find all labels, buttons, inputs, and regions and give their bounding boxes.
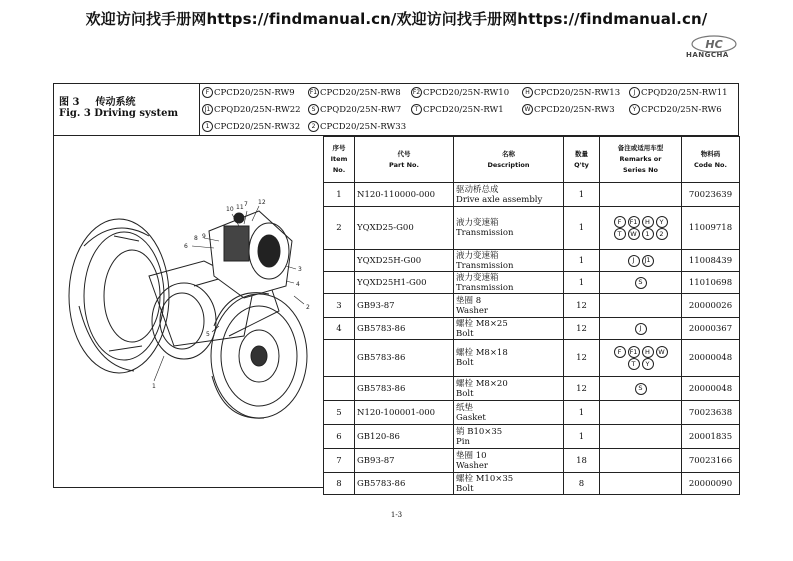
callout-7: 7 (244, 201, 248, 208)
series-badge: W (628, 228, 640, 240)
qty-cell: 1 (564, 250, 600, 272)
part-no-cell: GB93-87 (355, 294, 454, 318)
code-no-cell: 11010698 (682, 272, 740, 294)
series-badge: F1 (628, 346, 640, 358)
series-badge: S (635, 383, 647, 395)
part-no-cell: YQXD25H1-G00 (355, 272, 454, 294)
description-en: Gasket (456, 412, 486, 423)
figure-header (53, 83, 739, 136)
part-no-cell: N120-100001-000 (355, 401, 454, 425)
remarks-cell (600, 401, 682, 425)
header-qty: 数量 Q'ty (564, 137, 600, 183)
page-number: 1-3 (390, 511, 403, 519)
series-badge: J (635, 323, 647, 335)
model-code-badge: 1 (202, 121, 213, 132)
right-wheel (211, 293, 307, 419)
figure-title-cn: 图 3 传动系统 (59, 97, 136, 108)
description-cell (454, 449, 564, 473)
callout-5: 5 (206, 331, 210, 338)
callout-9: 9 (202, 233, 206, 240)
part-no-cell: YQXD25H-G00 (355, 250, 454, 272)
description-cn: 销 B10×35 (456, 426, 503, 437)
remarks-cell (600, 250, 682, 272)
description-en: Bolt (456, 388, 474, 399)
remarks-cell (600, 183, 682, 207)
header-code-no: 物料码 Code No. (682, 137, 740, 183)
qty-cell: 12 (564, 377, 600, 401)
driving-system-drawing (54, 136, 324, 488)
remarks-cell (600, 318, 682, 340)
series-badge: H (642, 346, 654, 358)
code-no-cell: 11009718 (682, 207, 740, 250)
item-cell (324, 250, 355, 272)
table-row (324, 183, 740, 207)
qty-cell: 1 (564, 425, 600, 449)
code-no-cell: 20000367 (682, 318, 740, 340)
description-en: Bolt (456, 358, 474, 368)
header-item: 序号 Item No. (324, 137, 355, 183)
model-name: CPCD20/25N-RW32 (214, 121, 301, 132)
description-cell (454, 473, 564, 495)
hangcha-logo (684, 33, 744, 65)
table-header-row (324, 137, 740, 183)
series-badge: 2 (656, 228, 668, 240)
description-cn: 垫圈 8 (456, 295, 482, 306)
series-badge: F (614, 216, 626, 228)
description-cn: 垫圈 10 (456, 450, 487, 461)
callout-8: 8 (194, 235, 198, 242)
remarks-cell (600, 449, 682, 473)
series-badge: H (642, 216, 654, 228)
table-row (324, 449, 740, 473)
remarks-cell (600, 294, 682, 318)
part-no-cell: GB5783-86 (355, 473, 454, 495)
description-cn: 纸垫 (456, 402, 474, 413)
table-row (324, 340, 740, 377)
table-row (324, 250, 740, 272)
series-badge: F1 (628, 216, 640, 228)
remarks-cell (600, 340, 682, 377)
part-no-cell: GB93-87 (355, 449, 454, 473)
description-cell (454, 294, 564, 318)
model-code-badge: F (202, 87, 213, 98)
description-en: Transmission (456, 260, 514, 271)
model-entry (308, 121, 406, 132)
qty-cell: 1 (564, 272, 600, 294)
series-badge: J (628, 255, 640, 267)
callout-4: 4 (296, 281, 300, 288)
description-cell (454, 425, 564, 449)
model-name: CPCD20/25N-RW1 (423, 104, 504, 115)
description-cell (454, 401, 564, 425)
description-en: Bolt (456, 483, 474, 494)
part-no-cell: GB5783-86 (355, 318, 454, 340)
table-row (324, 401, 740, 425)
model-code-badge: T (411, 104, 422, 115)
code-no-cell: 11008439 (682, 250, 740, 272)
code-no-cell: 20000048 (682, 377, 740, 401)
series-badge: Y (642, 358, 654, 370)
table-row (324, 377, 740, 401)
part-no-cell: YQXD25-G00 (355, 207, 454, 250)
left-wheel (69, 219, 169, 373)
callout-1: 1 (152, 383, 156, 390)
model-name: CPCD20/25N-RW10 (423, 87, 510, 98)
callout-6: 6 (184, 243, 188, 250)
callout-11: 11 (236, 204, 244, 211)
description-en: Transmission (456, 228, 514, 238)
description-cn: 螺栓 M8×18 (456, 348, 508, 358)
item-cell: 2 (324, 207, 355, 250)
code-no-cell: 20000026 (682, 294, 740, 318)
item-cell: 8 (324, 473, 355, 495)
description-cn: 液力变速箱 (456, 218, 499, 228)
model-list (202, 84, 738, 135)
item-cell (324, 377, 355, 401)
series-badge: 1 (642, 228, 654, 240)
model-entry (308, 104, 401, 115)
remarks-cell (600, 272, 682, 294)
qty-cell: 12 (564, 340, 600, 377)
description-cn: 螺栓 M8×20 (456, 378, 508, 389)
remarks-cell (600, 425, 682, 449)
description-en: Transmission (456, 282, 514, 293)
exploded-view-figure (53, 136, 323, 488)
code-no-cell: 20000090 (682, 473, 740, 495)
description-cell (454, 318, 564, 340)
description-cn: 驱动桥总成 (456, 184, 499, 195)
series-badge: T (628, 358, 640, 370)
remarks-cell (600, 207, 682, 250)
model-entry (202, 87, 295, 98)
figure-title-cell (54, 84, 200, 135)
qty-cell: 18 (564, 449, 600, 473)
part-no-cell: N120-110000-000 (355, 183, 454, 207)
part-no-cell: GB120-86 (355, 425, 454, 449)
item-cell (324, 272, 355, 294)
watermark-banner: 欢迎访问找手册网https://findmanual.cn/欢迎访问找手册网https://findmanual.cn/ (85, 10, 708, 28)
series-badge: J1 (642, 255, 654, 267)
model-entry (629, 104, 722, 115)
code-no-cell: 20001835 (682, 425, 740, 449)
table-row (324, 318, 740, 340)
logo-wordmark: HANGCHA (686, 51, 729, 59)
qty-cell: 12 (564, 318, 600, 340)
item-cell: 1 (324, 183, 355, 207)
series-badge: W (656, 346, 668, 358)
callout-3: 3 (298, 266, 302, 273)
transmission-unit (209, 211, 292, 298)
model-entry (411, 87, 509, 98)
model-entry (308, 87, 401, 98)
description-en: Washer (456, 305, 488, 316)
model-name: CPQD20/25N-RW22 (214, 104, 301, 115)
model-code-badge: 2 (308, 121, 319, 132)
description-cell (454, 250, 564, 272)
model-name: CPCD20/25N-RW13 (534, 87, 621, 98)
description-cell (454, 340, 564, 377)
figure-title-en: Fig. 3 Driving system (59, 108, 179, 119)
model-code-badge: J1 (202, 104, 213, 115)
table-row (324, 425, 740, 449)
model-name: CPCD20/25N-RW6 (641, 104, 722, 115)
model-name: CPCD20/25N-RW3 (534, 104, 615, 115)
model-entry (522, 87, 620, 98)
description-cn: 液力变速箱 (456, 272, 499, 283)
qty-cell: 1 (564, 401, 600, 425)
part-no-cell: GB5783-86 (355, 340, 454, 377)
description-cell (454, 207, 564, 250)
model-code-badge: F1 (309, 89, 318, 96)
description-en: Drive axle assembly (456, 194, 543, 205)
svg-text:HC: HC (705, 38, 723, 51)
table-row (324, 272, 740, 294)
qty-cell: 1 (564, 207, 600, 250)
table-row (324, 473, 740, 495)
model-name: CPCD20/25N-RW33 (320, 121, 407, 132)
code-no-cell: 70023638 (682, 401, 740, 425)
header-part-no: 代号 Part No. (355, 137, 454, 183)
series-badge: Y (656, 216, 668, 228)
model-entry (411, 104, 504, 115)
qty-cell: 8 (564, 473, 600, 495)
code-no-cell: 20000048 (682, 340, 740, 377)
description-cn: 液力变速箱 (456, 250, 499, 261)
description-cell (454, 377, 564, 401)
model-entry (202, 121, 300, 132)
description-cn: 螺栓 M8×25 (456, 318, 508, 329)
model-code-badge: F2 (412, 89, 421, 96)
model-entry (522, 104, 615, 115)
code-no-cell: 70023166 (682, 449, 740, 473)
item-cell: 4 (324, 318, 355, 340)
model-name: CPQD20/25N-RW11 (641, 87, 728, 98)
parts-table (323, 136, 740, 495)
remarks-cell (600, 377, 682, 401)
series-badge: T (614, 228, 626, 240)
description-en: Pin (456, 436, 470, 447)
part-no-cell: GB5783-86 (355, 377, 454, 401)
table-row (324, 294, 740, 318)
header-remarks: 备注或适用车型 Remarks or Series No (600, 137, 682, 183)
table-row (324, 207, 740, 250)
item-cell: 3 (324, 294, 355, 318)
description-en: Bolt (456, 328, 474, 339)
series-badge: S (635, 277, 647, 289)
model-name: CPQD20/25N-RW7 (320, 104, 402, 115)
item-cell: 7 (324, 449, 355, 473)
model-name: CPCD20/25N-RW9 (214, 87, 295, 98)
remarks-cell (600, 473, 682, 495)
model-name: CPCD20/25N-RW8 (320, 87, 401, 98)
code-no-cell: 70023639 (682, 183, 740, 207)
callout-2: 2 (306, 304, 310, 311)
callout-10: 10 (226, 206, 234, 213)
model-entry (629, 87, 728, 98)
item-cell: 5 (324, 401, 355, 425)
model-code-badge: J (629, 87, 640, 98)
description-cell (454, 183, 564, 207)
model-code-badge: Y (629, 104, 640, 115)
item-cell: 6 (324, 425, 355, 449)
model-code-badge: S (308, 104, 319, 115)
item-cell (324, 340, 355, 377)
qty-cell: 1 (564, 183, 600, 207)
description-cell (454, 272, 564, 294)
description-en: Washer (456, 460, 488, 471)
callout-12: 12 (258, 199, 266, 206)
description-cn: 螺栓 M10×35 (456, 473, 514, 484)
series-badge: F (614, 346, 626, 358)
model-code-badge: H (522, 87, 533, 98)
model-code-badge: W (522, 104, 533, 115)
qty-cell: 12 (564, 294, 600, 318)
header-description: 名称 Description (454, 137, 564, 183)
model-entry (202, 104, 301, 115)
